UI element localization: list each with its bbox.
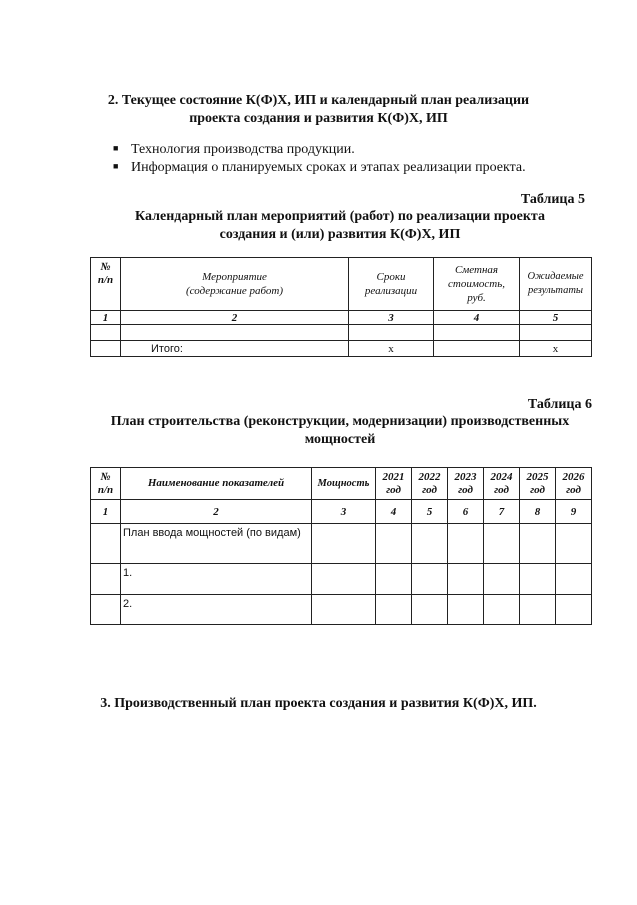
table-6-number-row [91, 500, 592, 524]
table-cell [91, 325, 121, 341]
square-bullet-icon: ■ [113, 143, 119, 153]
table-5-header-row [91, 258, 592, 311]
year-text: 2023 [454, 470, 477, 483]
table-6-header-capacity: Мощность [312, 468, 376, 500]
table-5 [90, 257, 592, 357]
table-6-title-line2: мощностей [304, 432, 376, 447]
table-cell [448, 524, 484, 564]
table-cell [412, 524, 448, 564]
table-cell [448, 595, 484, 625]
year-word: год [386, 483, 401, 496]
table-row [91, 595, 592, 625]
table-5-label: Таблица 5 [520, 192, 585, 207]
header-text: Ожидаемые [527, 271, 584, 282]
table-row [91, 564, 592, 595]
bullet-text: Информация о планируемых сроках и этапах реализации проекта. [131, 160, 526, 175]
row-label: 1. [121, 564, 312, 595]
table-6-header-year [556, 468, 592, 500]
total-label: Итого: [121, 341, 349, 357]
table-cell [520, 325, 592, 341]
table-cell [412, 564, 448, 595]
table-cell [556, 595, 592, 625]
column-number: 9 [556, 500, 592, 524]
table-6-header-year [412, 468, 448, 500]
column-number: 2 [121, 311, 349, 325]
header-text: результаты [527, 285, 584, 296]
table-row [91, 524, 592, 564]
header-text: Сроки [376, 271, 406, 283]
table-5-header-results [520, 258, 592, 311]
table-cell [448, 564, 484, 595]
table-6-header-indicator: Наименование показателей [121, 468, 312, 500]
table-cell [91, 595, 121, 625]
table-5-title-line1: Календарный план мероприятий (работ) по реализации проекта [135, 209, 545, 224]
column-number: 2 [121, 500, 312, 524]
table-cell [520, 524, 556, 564]
header-text: Сметная [454, 264, 499, 276]
table-6-header-number [91, 468, 121, 500]
header-text: № [100, 261, 111, 273]
year-text: 2024 [490, 470, 513, 483]
table-6-header-row [91, 468, 592, 500]
table-cell [484, 564, 520, 595]
total-results-cell: х [520, 341, 592, 357]
column-number: 7 [484, 500, 520, 524]
table-cell [312, 564, 376, 595]
column-number: 3 [312, 500, 376, 524]
table-cell [121, 325, 349, 341]
table-cell [349, 325, 434, 341]
header-text: Мероприятие [202, 271, 267, 283]
table-6 [90, 467, 592, 625]
column-number: 8 [520, 500, 556, 524]
table-6-label: Таблица 6 [527, 397, 592, 412]
column-number: 1 [91, 500, 121, 524]
table-5-header-timing [349, 258, 434, 311]
table-5-total-row [91, 341, 592, 357]
year-text: 2026 [562, 470, 585, 483]
table-5-header-event [121, 258, 349, 311]
section-2-title [0, 92, 637, 128]
year-text: 2022 [418, 470, 441, 483]
header-text: руб. [467, 292, 486, 304]
header-text: стоимость, [448, 278, 505, 290]
year-word: год [566, 483, 581, 496]
table-cell [556, 564, 592, 595]
row-label: План ввода мощностей (по видам) [121, 524, 312, 564]
table-cell [484, 524, 520, 564]
table-5-number-row [91, 311, 592, 325]
year-text: 2021 [382, 470, 405, 483]
section-2-title-line2: проекта создания и развития К(Ф)Х, ИП [189, 111, 448, 126]
column-number: 6 [448, 500, 484, 524]
column-number: 3 [349, 311, 434, 325]
row-label: 2. [121, 595, 312, 625]
table-cell [556, 524, 592, 564]
year-word: год [458, 483, 473, 496]
table-cell [376, 524, 412, 564]
table-6-header-year [520, 468, 556, 500]
bullet-item [113, 140, 526, 158]
table-5-title-line2: создания и (или) развития К(Ф)Х, ИП [219, 227, 461, 242]
column-number: 5 [412, 500, 448, 524]
column-number: 4 [376, 500, 412, 524]
table-cell [434, 325, 520, 341]
column-number: 4 [434, 311, 520, 325]
square-bullet-icon: ■ [113, 161, 119, 171]
header-text: реализации [364, 285, 418, 297]
table-6-header-year [448, 468, 484, 500]
table-cell [376, 595, 412, 625]
table-5-header-number [91, 258, 121, 311]
table-cell [91, 564, 121, 595]
year-word: год [422, 483, 437, 496]
table-cell [434, 341, 520, 357]
table-cell [412, 595, 448, 625]
year-text: 2025 [526, 470, 549, 483]
column-number: 5 [520, 311, 592, 325]
table-cell [520, 595, 556, 625]
table-6-title [90, 413, 590, 449]
year-word: год [494, 483, 509, 496]
table-cell [484, 595, 520, 625]
header-text: № [100, 470, 111, 483]
total-timing-cell: х [349, 341, 434, 357]
section-3-title: 3. Производственный план проекта создания и развития К(Ф)Х, ИП. [100, 696, 537, 711]
table-cell [312, 595, 376, 625]
year-word: год [530, 483, 545, 496]
bullet-item [113, 158, 526, 176]
section-2-title-line1: 2. Текущее состояние К(Ф)Х, ИП и календарный план реализации [107, 93, 530, 108]
table-cell [520, 564, 556, 595]
table-cell [376, 564, 412, 595]
table-cell [91, 341, 121, 357]
table-cell [91, 524, 121, 564]
table-5-header-cost [434, 258, 520, 311]
header-text: (содержание работ) [185, 285, 284, 297]
header-text: п/п [97, 274, 114, 286]
table-6-header-year [376, 468, 412, 500]
table-6-header-year [484, 468, 520, 500]
table-5-empty-row [91, 325, 592, 341]
table-6-title-line1: План строительства (реконструкции, модернизации) производственных [110, 414, 570, 429]
header-text: п/п [97, 483, 114, 496]
bullet-list [113, 140, 526, 176]
bullet-text: Технология производства продукции. [131, 142, 355, 157]
column-number: 1 [91, 311, 121, 325]
table-cell [312, 524, 376, 564]
table-5-title [90, 208, 590, 244]
